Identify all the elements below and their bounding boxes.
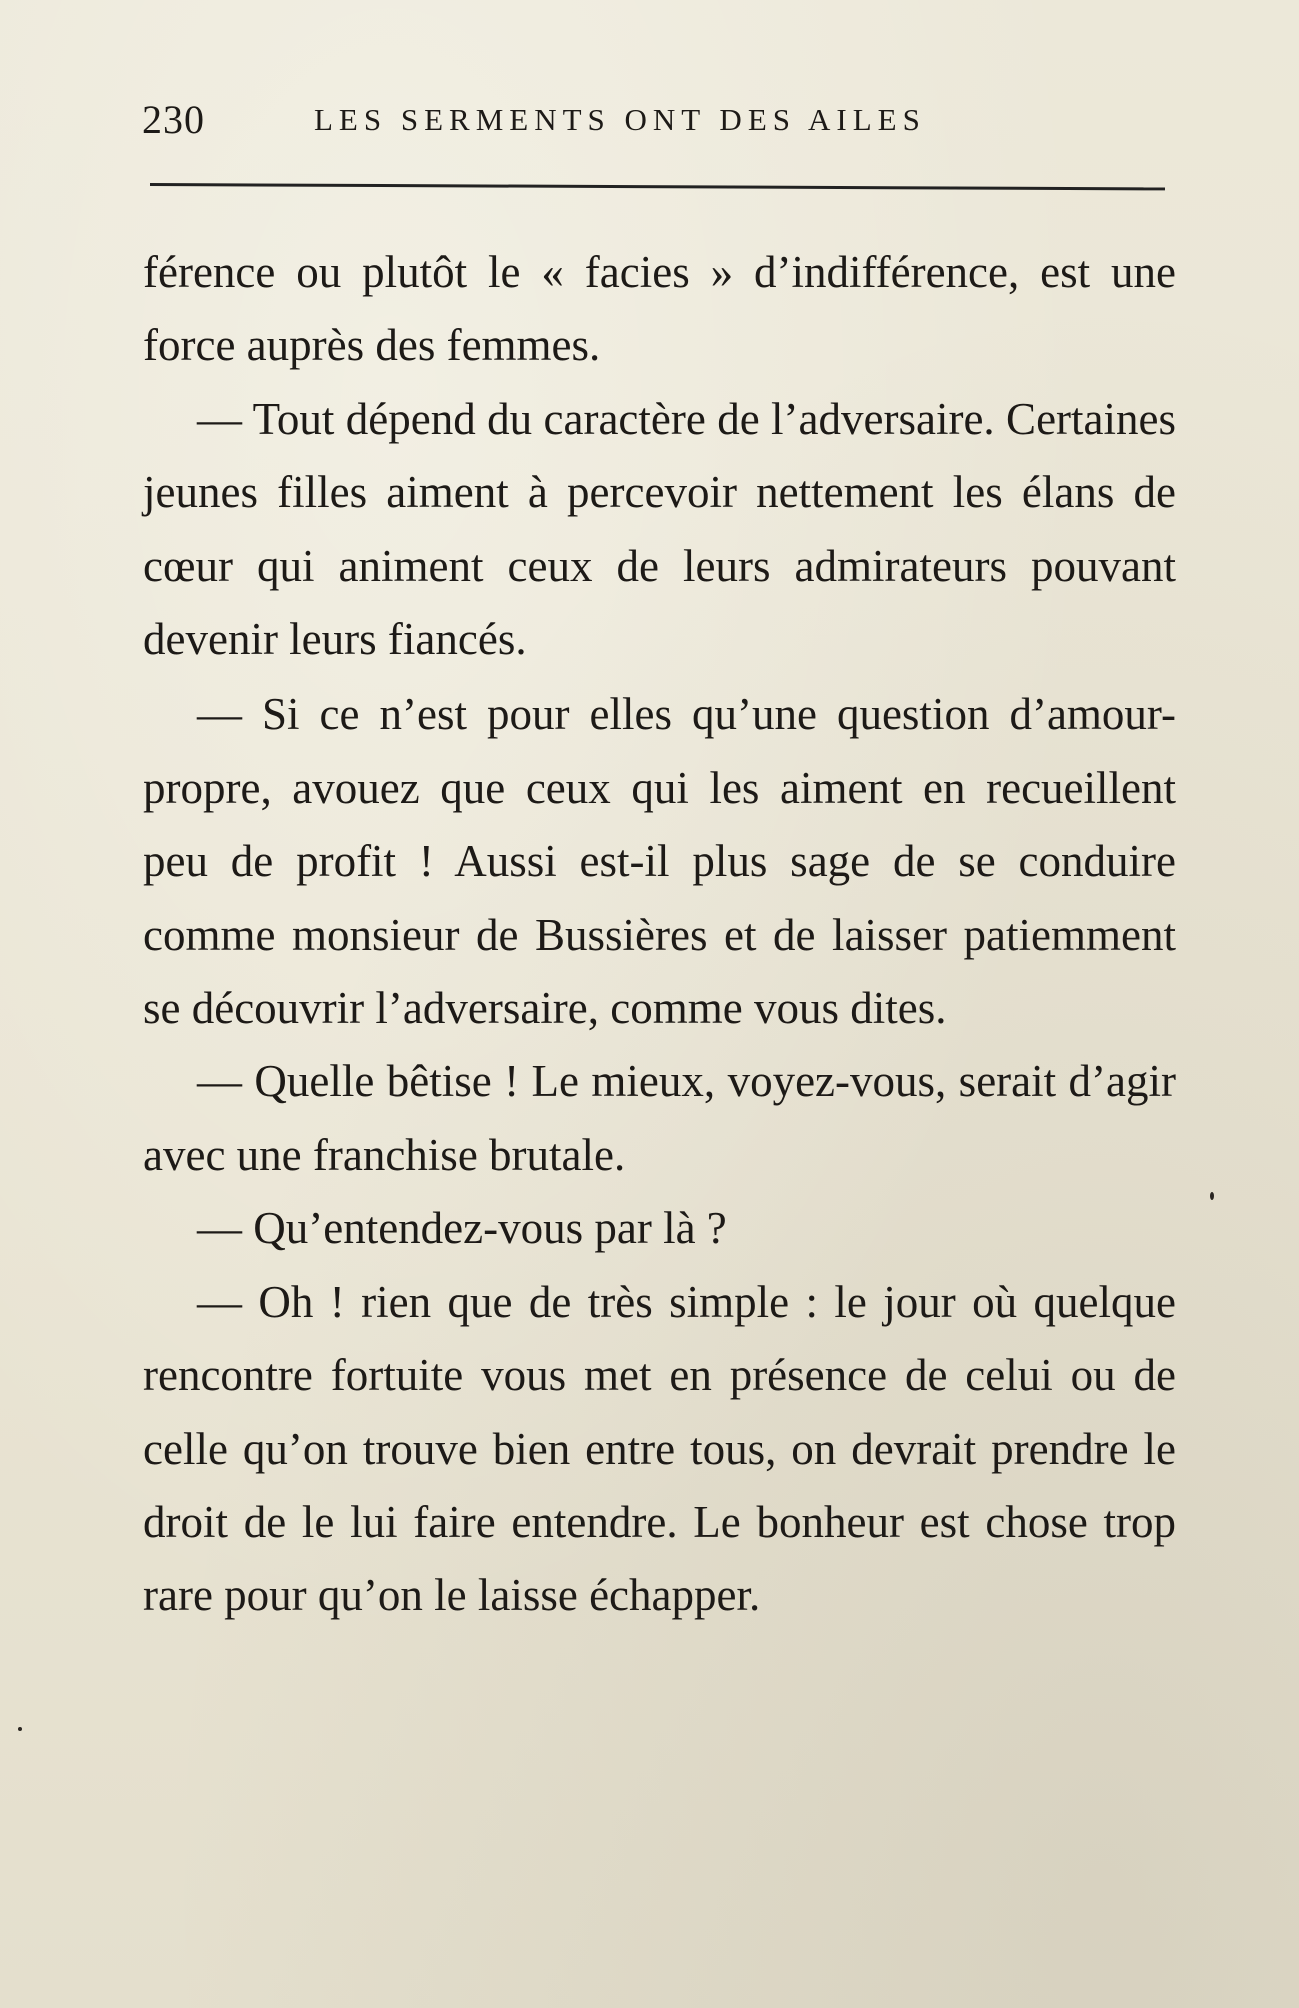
body-text: [143, 236, 1176, 1633]
paragraph-dialogue: — Si ce n’est pour elles qu’une question d’amour-propre, avouez que ceux qui les aiment en recueillent peu de profit ! Aussi est-il plus sage de se conduire comme monsieur de Bussières et de laisser patiemment se découvrir l’adversaire, comme vous dites.: [143, 689, 1176, 1034]
running-title: LES SERMENTS ONT DES AILES: [314, 102, 926, 137]
paragraph-dialogue: — Quelle bêtise ! Le mieux, voyez-vous, serait d’agir avec une franchise brutale.: [143, 1056, 1176, 1180]
header-rule: [150, 183, 1165, 190]
paragraph-dialogue: — Qu’entendez-vous par là ?: [197, 1203, 727, 1254]
paragraph-continuation: férence ou plutôt le « facies » d’indifférence, est une force auprès des femmes.: [143, 247, 1176, 371]
paragraph-dialogue: — Tout dépend du caractère de l’adversaire. Certaines jeunes filles aiment à percevoir nettement les élans de cœur qui animent ceux de leurs admirateurs pouvant devenir leurs fiancés.: [143, 393, 1176, 665]
paragraph-dialogue: — Oh ! rien que de très simple : le jour où quelque rencontre fortuite vous met en présence de celui ou de celle qu’on trouve bien entre tous, on devrait prendre le droit de le lui faire entendre. Le bonheur est chose trop rare pour qu’on le laisse échapper.: [143, 1276, 1176, 1621]
running-head: [142, 96, 1172, 146]
paper-speck: [18, 1727, 22, 1731]
paper-speck: [1210, 1192, 1214, 1200]
page-number: 230: [142, 97, 205, 142]
